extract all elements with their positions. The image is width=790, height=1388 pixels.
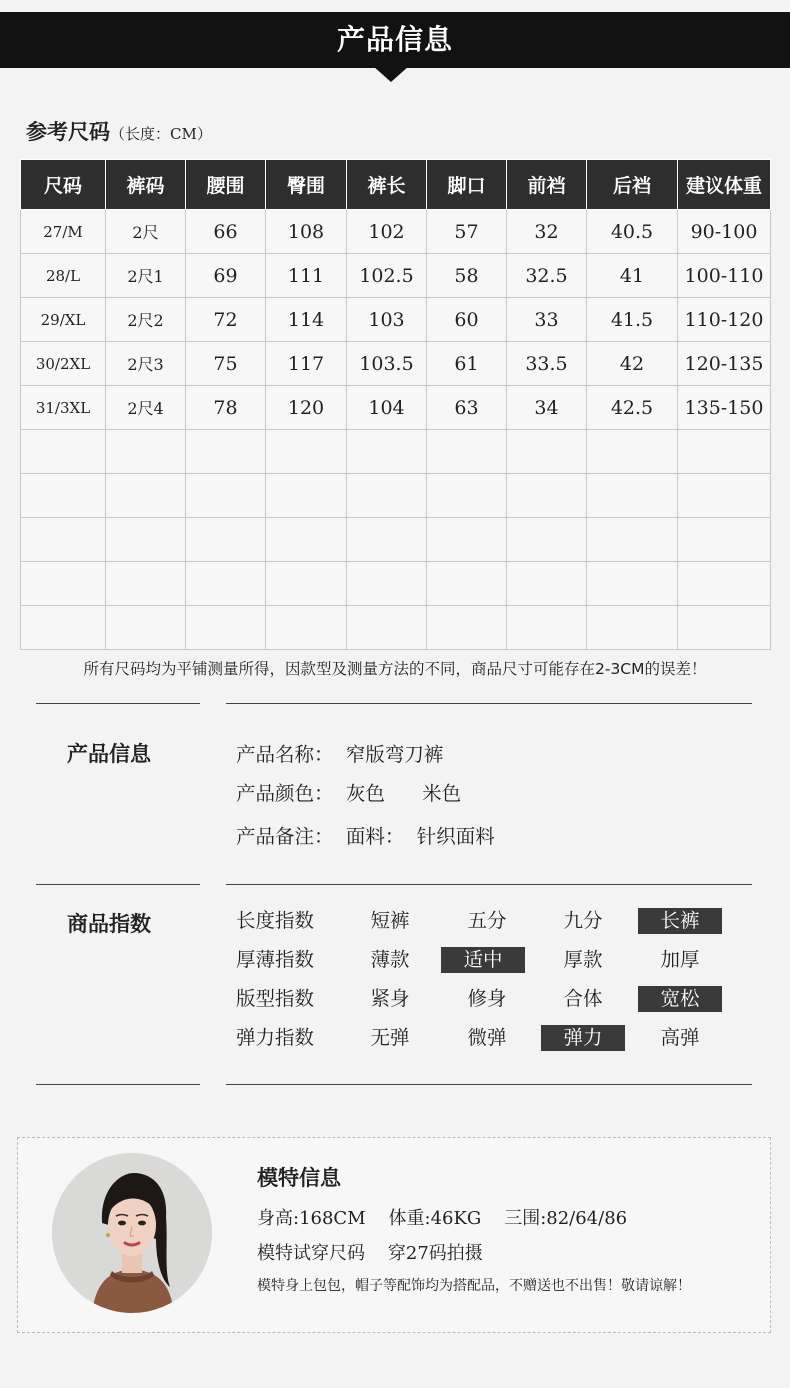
table-cell: 30/2XL: [21, 342, 106, 386]
empty-table-row: [21, 562, 771, 606]
table-cell: 2尺2: [106, 298, 186, 342]
index-option: 短裤: [370, 909, 410, 932]
index-option: 高弹: [660, 1026, 700, 1049]
table-cell: 104: [347, 386, 427, 430]
table-cell: 29/XL: [21, 298, 106, 342]
divider: [226, 884, 752, 885]
empty-table-row: [21, 474, 771, 518]
index-name-stretch: 弹力指数: [236, 1026, 315, 1049]
table-cell: 90-100: [678, 210, 771, 254]
header-waist: 腰围: [186, 160, 266, 210]
table-cell: 58: [427, 254, 507, 298]
table-cell: 31/3XL: [21, 386, 106, 430]
size-measurement-note: 所有尺码均为平铺测量所得，因款型及测量方法的不同，商品尺寸可能存在2-3CM的误差！: [83, 660, 707, 678]
table-cell: 69: [186, 254, 266, 298]
table-cell: 120: [266, 386, 347, 430]
index-option: 紧身: [370, 987, 410, 1010]
model-fit-size: 模特试穿尺码 穿27码拍摄: [257, 1243, 483, 1264]
table-cell: 120-135: [678, 342, 771, 386]
product-color-line: 产品颜色： 灰色 米色: [236, 782, 462, 805]
table-row: [21, 386, 771, 430]
model-info-title: 模特信息: [257, 1166, 341, 1190]
header-pants-size: 裤码: [106, 160, 186, 210]
product-note-line: 产品备注： 面料： 针织面料: [236, 825, 495, 848]
table-cell: 78: [186, 386, 266, 430]
page-title: 产品信息: [336, 23, 453, 56]
table-cell: 2尺4: [106, 386, 186, 430]
header-leg-opening: 脚口: [427, 160, 507, 210]
table-cell: 100-110: [678, 254, 771, 298]
index-option: 加厚: [660, 948, 700, 971]
index-option: 厚款: [563, 948, 603, 971]
table-cell: 66: [186, 210, 266, 254]
table-row: [21, 298, 771, 342]
table-cell: 114: [266, 298, 347, 342]
table-cell: 103.5: [347, 342, 427, 386]
size-table: [20, 159, 771, 650]
table-cell: 42.5: [587, 386, 678, 430]
table-cell: 33: [507, 298, 587, 342]
size-unit-label: （长度：CM）: [110, 125, 212, 143]
table-cell: 63: [427, 386, 507, 430]
empty-table-row: [21, 430, 771, 474]
index-option: 薄款: [370, 948, 410, 971]
header-notch: [373, 66, 409, 82]
table-cell: 72: [186, 298, 266, 342]
model-accessory-note: 模特身上包包，帽子等配饰均为搭配品，不赠送也不出售！敬请谅解！: [257, 1278, 691, 1294]
table-cell: 135-150: [678, 386, 771, 430]
table-cell: 102.5: [347, 254, 427, 298]
table-cell: 108: [266, 210, 347, 254]
index-option-selected: 宽松: [638, 986, 722, 1012]
index-option: 微弹: [467, 1026, 507, 1049]
index-option: 合体: [563, 987, 603, 1010]
index-name-length: 长度指数: [236, 909, 315, 932]
divider: [36, 1084, 200, 1085]
divider: [226, 703, 752, 704]
header-hip: 臀围: [266, 160, 347, 210]
table-cell: 110-120: [678, 298, 771, 342]
table-cell: 2尺3: [106, 342, 186, 386]
table-cell: 28/L: [21, 254, 106, 298]
table-cell: 102: [347, 210, 427, 254]
index-option: 无弹: [370, 1026, 410, 1049]
table-cell: 60: [427, 298, 507, 342]
table-cell: 32: [507, 210, 587, 254]
product-info-label: 产品信息: [67, 742, 151, 766]
size-section-label: 参考尺码: [26, 120, 110, 144]
model-portrait-icon: [52, 1153, 212, 1313]
table-row: [21, 210, 771, 254]
table-cell: 111: [266, 254, 347, 298]
table-cell: 41.5: [587, 298, 678, 342]
table-cell: 33.5: [507, 342, 587, 386]
index-option: 九分: [563, 909, 603, 932]
table-cell: 75: [186, 342, 266, 386]
index-name-fit: 版型指数: [236, 987, 315, 1010]
size-section-title: [26, 116, 212, 146]
table-cell: 103: [347, 298, 427, 342]
index-name-thickness: 厚薄指数: [236, 948, 315, 971]
header-length: 裤长: [347, 160, 427, 210]
product-index-label: 商品指数: [67, 912, 151, 936]
table-cell: 34: [507, 386, 587, 430]
header-size: 尺码: [21, 160, 106, 210]
table-cell: 61: [427, 342, 507, 386]
divider: [36, 703, 200, 704]
empty-table-row: [21, 518, 771, 562]
table-cell: 42: [587, 342, 678, 386]
index-option: 五分: [467, 909, 507, 932]
table-cell: 40.5: [587, 210, 678, 254]
divider: [36, 884, 200, 885]
table-cell: 27/M: [21, 210, 106, 254]
size-table-header-row: [21, 160, 771, 210]
table-cell: 2尺: [106, 210, 186, 254]
table-cell: 57: [427, 210, 507, 254]
index-option: 修身: [467, 987, 507, 1010]
header-weight: 建议体重: [678, 160, 771, 210]
table-row: [21, 342, 771, 386]
index-option-selected: 适中: [441, 947, 525, 973]
index-option-selected: 弹力: [541, 1025, 625, 1051]
table-cell: 41: [587, 254, 678, 298]
divider: [226, 1084, 752, 1085]
model-stats: 身高:168CM 体重:46KG 三围:82/64/86: [257, 1208, 628, 1229]
table-cell: 117: [266, 342, 347, 386]
header-front-rise: 前裆: [507, 160, 587, 210]
model-avatar: [52, 1153, 212, 1313]
table-cell: 32.5: [507, 254, 587, 298]
table-cell: 2尺1: [106, 254, 186, 298]
table-row: [21, 254, 771, 298]
header-back-rise: 后裆: [587, 160, 678, 210]
index-option-selected: 长裤: [638, 908, 722, 934]
empty-table-row: [21, 606, 771, 650]
product-name-line: 产品名称： 窄版弯刀裤: [236, 743, 444, 766]
